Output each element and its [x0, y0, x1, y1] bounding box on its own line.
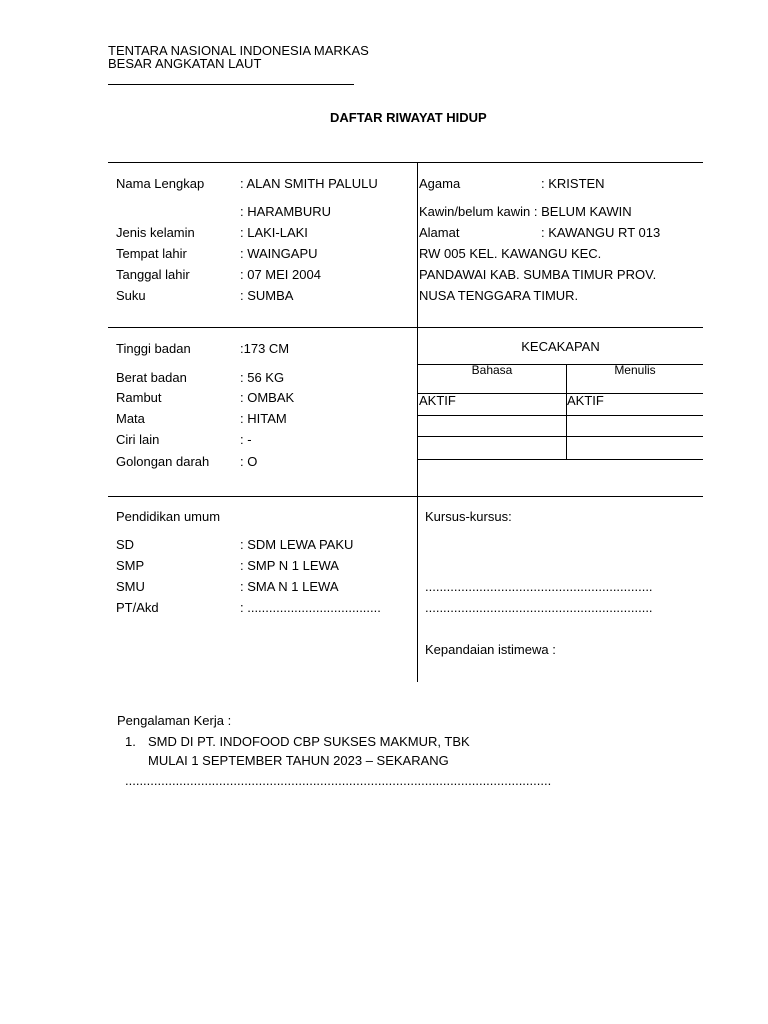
header-line-1: TENTARA NASIONAL INDONESIA MARKAS — [108, 43, 369, 58]
section-divider-1 — [108, 327, 703, 328]
smp-value: : SMP N 1 LEWA — [240, 558, 339, 573]
agama-label: Agama — [419, 176, 461, 191]
smu-value: : SMA N 1 LEWA — [240, 579, 339, 594]
kawin-line: Kawin/belum kawin : BELUM KAWIN — [419, 204, 632, 219]
kecakapan-col-menulis: Menulis — [614, 363, 656, 377]
jk-label: Jenis kelamin — [116, 225, 195, 240]
kepandaian-label: Kepandaian istimewa : — [425, 642, 556, 657]
tanggal-label: Tanggal lahir — [116, 267, 190, 282]
kecakapan-col-bahasa: Bahasa — [471, 363, 513, 377]
table-top-border — [108, 162, 703, 163]
page-title: DAFTAR RIWAYAT HIDUP — [330, 110, 487, 125]
goldar-value: : O — [240, 454, 258, 469]
rambut-label: Rambut — [116, 390, 162, 405]
jk-value: : LAKI-LAKI — [240, 225, 308, 240]
smp-label: SMP — [116, 558, 145, 573]
header-line-2: BESAR ANGKATAN LAUT — [108, 56, 262, 71]
alamat-label: Alamat — [419, 225, 460, 240]
kecakapan-header-bottom — [418, 393, 703, 394]
kecakapan-bahasa-value: AKTIF — [419, 393, 456, 408]
suku-value: : SUMBA — [240, 288, 294, 303]
section-divider-2 — [108, 496, 703, 497]
pengalaman-item-line-1: SMD DI PT. INDOFOOD CBP SUKSES MAKMUR, TBK — [148, 734, 470, 749]
berat-value: : 56 KG — [240, 370, 285, 385]
nama-label: Nama Lengkap — [116, 176, 205, 191]
agama-value: : KRISTEN — [541, 176, 605, 191]
kecakapan-row-line-3 — [418, 459, 703, 460]
ciri-value: : - — [240, 432, 252, 447]
pengalaman-dots: ...................................................................................................................... — [125, 773, 552, 788]
mata-label: Mata — [116, 411, 145, 426]
pengalaman-item-number: 1. — [125, 734, 136, 749]
rambut-value: : OMBAK — [240, 390, 295, 405]
kecakapan-title: KECAKAPAN — [521, 339, 600, 354]
pt-label: PT/Akd — [116, 600, 159, 615]
sd-label: SD — [116, 537, 135, 552]
ciri-label: Ciri lain — [116, 432, 160, 447]
kecakapan-row-line-2 — [418, 436, 703, 437]
pt-value: : ..................................... — [240, 600, 381, 615]
pengalaman-item-line-2: MULAI 1 SEPTEMBER TAHUN 2023 – SEKARANG — [148, 753, 449, 768]
header-underline — [108, 84, 354, 85]
nama-value-2: : HARAMBURU — [240, 204, 332, 219]
kursus-dots-2: ............................................................... — [425, 600, 653, 615]
tanggal-value: : 07 MEI 2004 — [240, 267, 321, 282]
tempat-value: : WAINGAPU — [240, 246, 318, 261]
pendidikan-title: Pendidikan umum — [116, 509, 221, 524]
suku-label: Suku — [116, 288, 146, 303]
berat-label: Berat badan — [116, 370, 187, 385]
tinggi-value: :173 CM — [240, 341, 290, 356]
mata-value: : HITAM — [240, 411, 287, 426]
kecakapan-row-line-1 — [418, 415, 703, 416]
alamat-value: : KAWANGU RT 013 — [541, 225, 661, 240]
sd-value: : SDM LEWA PAKU — [240, 537, 354, 552]
kecakapan-menulis-value: AKTIF — [567, 393, 604, 408]
tinggi-label: Tinggi badan — [116, 341, 191, 356]
table-center-divider — [417, 162, 418, 682]
alamat-line-3: PANDAWAI KAB. SUMBA TIMUR PROV. — [419, 267, 657, 282]
pengalaman-title: Pengalaman Kerja : — [117, 713, 232, 728]
smu-label: SMU — [116, 579, 145, 594]
nama-value: : ALAN SMITH PALULU — [240, 176, 378, 191]
kursus-dots-1: ............................................................... — [425, 579, 653, 594]
alamat-line-4: NUSA TENGGARA TIMUR. — [419, 288, 579, 303]
kecakapan-col-divider — [566, 364, 567, 460]
tempat-label: Tempat lahir — [116, 246, 187, 261]
goldar-label: Golongan darah — [116, 454, 210, 469]
kursus-title: Kursus-kursus: — [425, 509, 512, 524]
alamat-line-2: RW 005 KEL. KAWANGU KEC. — [419, 246, 602, 261]
